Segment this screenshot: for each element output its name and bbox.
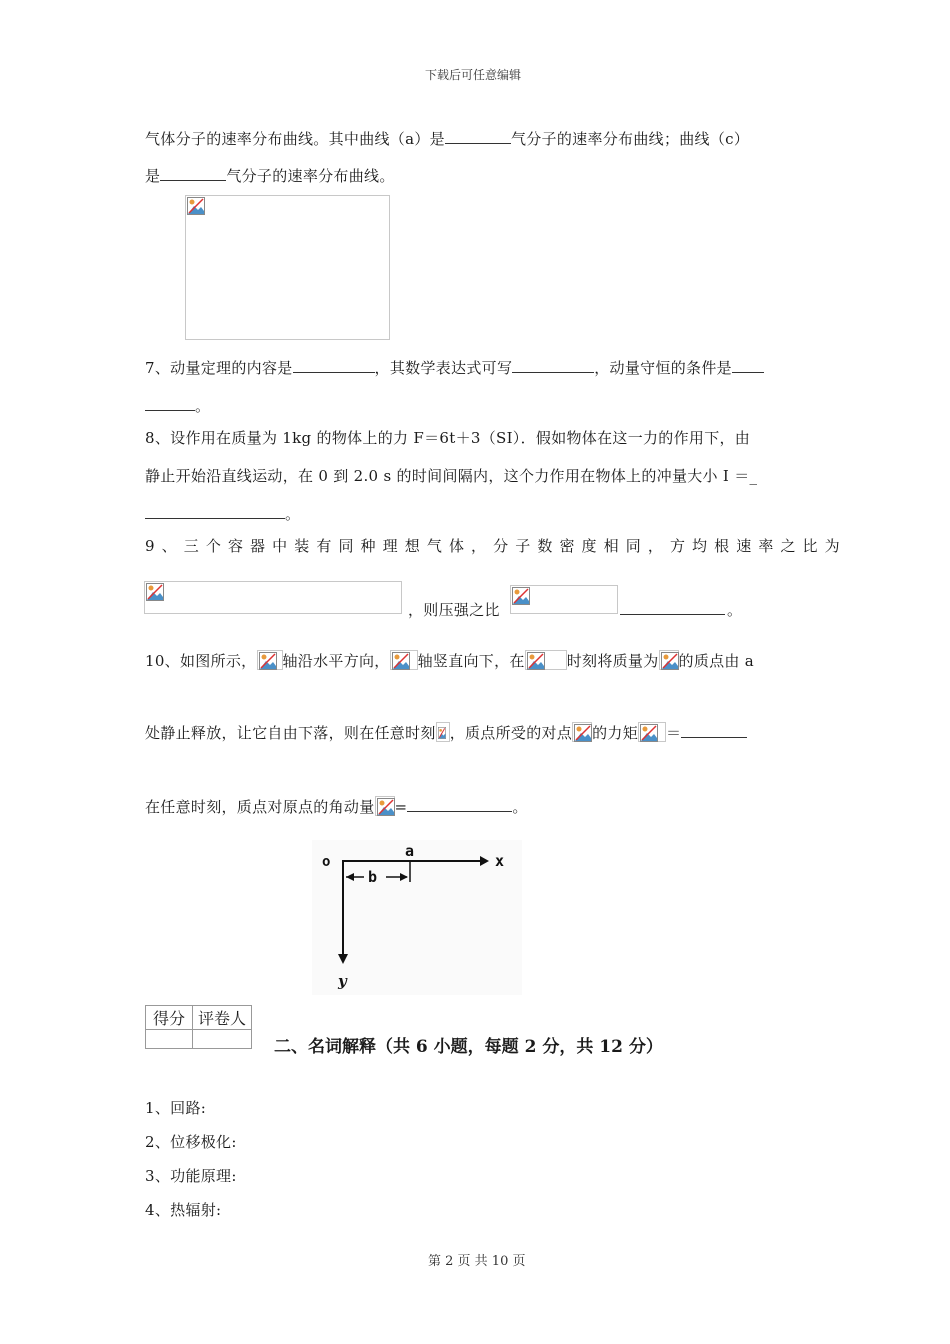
q10-line-1: [145, 650, 754, 671]
q7-blank-c: [732, 358, 764, 373]
q10-text-h: 的力矩: [592, 724, 639, 742]
q10-t-image: [436, 722, 450, 742]
broken-image-icon: [187, 197, 205, 215]
q10-blank-angular: [407, 797, 512, 812]
broken-image-icon: [512, 587, 530, 605]
q8-line-3: [145, 503, 300, 524]
q9-end: 。: [727, 601, 743, 619]
q10-text-g: ，质点所受的对点: [449, 724, 573, 742]
q10-line-3: [145, 796, 528, 817]
q6-blank-a: [445, 129, 511, 144]
q7-line-1: [145, 357, 764, 378]
q6-line-1: [145, 128, 749, 149]
q8-end: 。: [285, 505, 301, 523]
q7-line-2: [145, 395, 210, 416]
section-2-title: 二、名词解释（共 6 小题，每题 2 分，共 12 分）: [274, 1037, 663, 1057]
q10-text-d: 时刻将质量为: [566, 652, 659, 670]
q9-ratio-image: [510, 585, 618, 614]
figure-label-b: b: [368, 868, 378, 886]
broken-image-icon: [392, 652, 410, 670]
q10-text-k: =: [394, 798, 408, 816]
broken-image-icon: [438, 724, 450, 742]
q8-line-1: 8、设作用在质量为 1kg 的物体上的力 F＝6t＋3（SI）．假如物体在这一力的作用下，由: [145, 429, 751, 447]
score-table: [145, 1005, 252, 1049]
q10-text-l: 。: [512, 798, 528, 816]
figure-label-y: y: [338, 972, 347, 990]
q6-text-b: 气分子的速率分布曲线；曲线（c）: [510, 130, 750, 148]
q7-text-c: ，动量守恒的条件是: [594, 359, 732, 377]
q7-text-a: 7、动量定理的内容是: [145, 359, 293, 377]
grader-cell[interactable]: [193, 1030, 252, 1049]
q10-text-c: 轴竖直向下，在: [417, 652, 525, 670]
broken-image-icon: [259, 652, 277, 670]
q10-symbol-y-image: [390, 650, 418, 670]
q10-text-b: 轴沿水平方向，: [282, 652, 390, 670]
q10-time-image: [525, 650, 567, 670]
broken-image-icon: [377, 798, 395, 816]
q10-text-f: 处静止释放，让它自由下落，则在任意时刻: [145, 724, 436, 742]
q10-text-j: 在任意时刻，质点对原点的角动量: [145, 798, 375, 816]
q10-torque-image: [638, 722, 666, 742]
q7-blank-c-cont: [145, 396, 195, 411]
q6-text-d: 气分子的速率分布曲线。: [226, 167, 395, 185]
score-cell[interactable]: [146, 1030, 193, 1049]
q8-blank: [145, 504, 285, 519]
term-item: 3、功能原理:: [145, 1167, 237, 1185]
q10-text-e: 的质点由 a: [678, 652, 755, 670]
q6-blank-c: [160, 166, 226, 181]
q7-end: 。: [195, 397, 211, 415]
q9-blank: [620, 614, 725, 615]
coordinate-figure: [312, 840, 522, 995]
term-item: 1、回路:: [145, 1099, 207, 1117]
q6-line-2: [145, 165, 395, 186]
q7-blank-a: [293, 358, 375, 373]
q9-line-1: 9、三个容器中装有同种理想气体，分子数密度相同，方均根速率之比为: [145, 537, 847, 555]
q10-angular-momentum-image: [375, 796, 395, 816]
page-header: 下载后可任意编辑: [425, 68, 522, 82]
broken-image-icon: [527, 652, 545, 670]
q10-blank-torque: [681, 723, 747, 738]
q10-line-2: [145, 722, 747, 743]
broken-image-icon: [640, 724, 658, 742]
q8-line-2: 静止开始沿直线运动，在 0 到 2.0 s 的时间间隔内，这个力作用在物体上的冲量大小 I ＝_: [145, 467, 758, 485]
broken-image-icon: [574, 724, 592, 742]
q10-symbol-x-image: [257, 650, 283, 670]
q9-formula-image: [144, 581, 402, 614]
q6-figure-placeholder: [185, 195, 390, 340]
q10-text-i: ＝: [666, 724, 682, 742]
figure-label-x: x: [495, 852, 505, 870]
broken-image-icon: [146, 583, 164, 601]
q6-text-c: 是: [145, 167, 161, 185]
q6-text-a: 气体分子的速率分布曲线。其中曲线（a）是: [145, 130, 445, 148]
q9-text-mid: ，则压强之比: [408, 601, 500, 619]
q10-text-a: 10、如图所示，: [145, 652, 257, 670]
q7-blank-b: [512, 358, 594, 373]
figure-label-o: o: [322, 854, 331, 870]
q10-point-o-image: [572, 722, 592, 742]
q10-mass-image: [659, 650, 679, 670]
figure-label-a: a: [405, 842, 415, 860]
broken-image-icon: [661, 652, 679, 670]
score-header: 得分: [146, 1006, 193, 1030]
q7-text-b: ，其数学表达式可写: [374, 359, 513, 377]
grader-header: 评卷人: [193, 1006, 252, 1030]
term-item: 2、位移极化:: [145, 1133, 237, 1151]
page-footer: 第 2 页 共 10 页: [428, 1254, 526, 1269]
term-item: 4、热辐射:: [145, 1201, 222, 1219]
